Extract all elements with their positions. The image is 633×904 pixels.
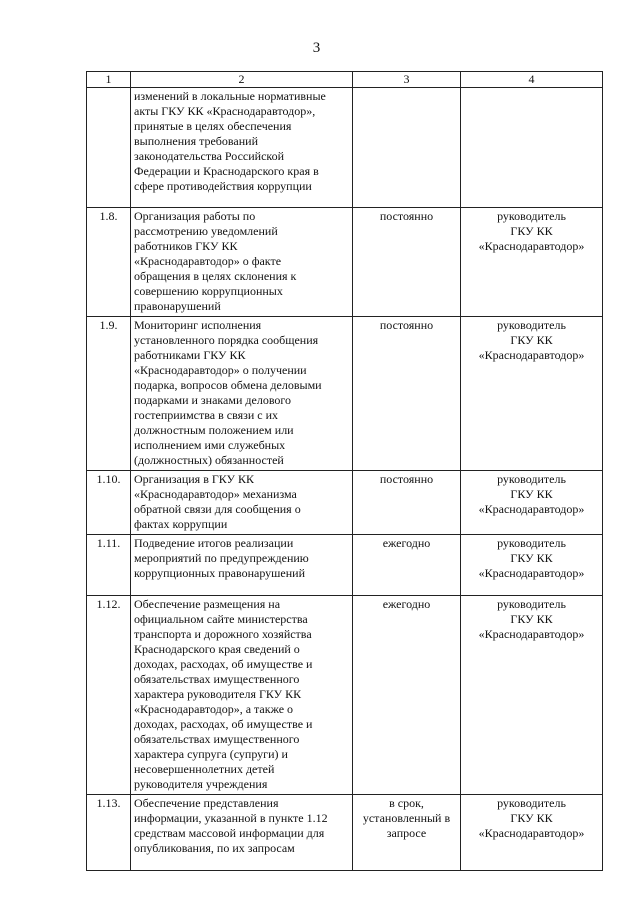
header-row (87, 72, 603, 88)
description-line: «Краснодаравтодор» о факте (134, 254, 282, 268)
description-line: Краснодарского края сведений о (134, 642, 300, 656)
table-row (87, 471, 603, 535)
measure-description (131, 535, 353, 596)
description-line: фактах коррупции (134, 517, 228, 531)
description-line: обязательствах имущественного (134, 732, 300, 746)
table-row (87, 535, 603, 596)
description-line: средствам массовой информации для (134, 826, 325, 840)
responsible-line: руководитель (497, 597, 566, 611)
description-line: коррупционных правонарушений (134, 566, 305, 580)
responsible-line: «Краснодаравтодор» (478, 239, 585, 253)
description-line: Организация работы по (134, 209, 256, 223)
column-header: 1 (87, 72, 131, 88)
responsible-line: руководитель (497, 318, 566, 332)
description-line: изменений в локальные нормативные (134, 89, 326, 103)
description-line: Обеспечение размещения на (134, 597, 281, 611)
table-row (87, 596, 603, 795)
deadline-cell (353, 317, 461, 471)
responsible-line: ГКУ КК (510, 811, 553, 825)
description-line: доходах, расходах, об имуществе и (134, 657, 313, 671)
responsible-line: ГКУ КК (510, 551, 553, 565)
item-number: 1.8. (87, 208, 131, 317)
item-number (87, 88, 131, 208)
description-line: обязательствах имущественного (134, 672, 300, 686)
item-number: 1.10. (87, 471, 131, 535)
measure-description (131, 596, 353, 795)
description-line: транспорта и дорожного хозяйства (134, 627, 312, 641)
description-line: характера супруга (супруги) и (134, 747, 288, 761)
deadline-cell (353, 471, 461, 535)
responsible-line: руководитель (497, 209, 566, 223)
page-number: 3 (312, 40, 321, 56)
responsible-line: ГКУ КК (510, 612, 553, 626)
table-row (87, 208, 603, 317)
deadline-cell (353, 88, 461, 208)
measure-description (131, 317, 353, 471)
table-row (87, 795, 603, 871)
description-line: выполнения требований (134, 134, 259, 148)
responsible-cell (461, 88, 603, 208)
responsible-line: «Краснодаравтодор» (478, 566, 585, 580)
item-number: 1.12. (87, 596, 131, 795)
deadline-line: постоянно (379, 209, 434, 223)
description-line: обратной связи для сообщения о (134, 502, 301, 516)
description-line: «Краснодаравтодор» о получении (134, 363, 307, 377)
description-line: законодательства Российской (134, 149, 285, 163)
deadline-line: постоянно (379, 318, 434, 332)
responsible-cell (461, 795, 603, 871)
description-line: Федерации и Краснодарского края в (134, 164, 319, 178)
table-row (87, 317, 603, 471)
responsible-cell (461, 535, 603, 596)
description-line: совершению коррупционных (134, 284, 283, 298)
responsible-line: руководитель (497, 796, 566, 810)
description-line: работниками ГКУ КК (134, 348, 246, 362)
description-line: подарками и знаками делового (134, 393, 292, 407)
responsible-cell (461, 596, 603, 795)
deadline-cell (353, 535, 461, 596)
responsible-cell (461, 471, 603, 535)
description-line: характера руководителя ГКУ КК (134, 687, 302, 701)
measures-table (86, 71, 603, 871)
description-line: Подведение итогов реализации (134, 536, 294, 550)
responsible-cell (461, 208, 603, 317)
description-line: официальном сайте министерства (134, 612, 308, 626)
description-line: «Краснодаравтодор» механизма (134, 487, 297, 501)
description-line: опубликования, по их запросам (134, 841, 295, 855)
responsible-line: руководитель (497, 536, 566, 550)
description-line: несовершеннолетних детей (134, 762, 275, 776)
measure-description (131, 795, 353, 871)
deadline-line: ежегодно (382, 536, 431, 550)
description-line: (должностных) обязанностей (134, 453, 284, 467)
deadline-line: установленный в (362, 811, 451, 825)
responsible-line: «Краснодаравтодор» (478, 348, 585, 362)
description-line: «Краснодаравтодор», а также о (134, 702, 294, 716)
description-line: обращения в целях склонения к (134, 269, 297, 283)
responsible-line: «Краснодаравтодор» (478, 826, 585, 840)
deadline-line: в срок, (389, 796, 424, 810)
description-line: должностным положением или (134, 423, 294, 437)
description-line: Обеспечение представления (134, 796, 279, 810)
responsible-line: руководитель (497, 472, 566, 486)
description-line: сфере противодействия коррупции (134, 179, 312, 193)
description-line: Организация в ГКУ КК (134, 472, 255, 486)
table-body (87, 88, 603, 871)
measure-description (131, 471, 353, 535)
description-line: акты ГКУ КК «Краснодаравтодор», (134, 104, 316, 118)
deadline-cell (353, 208, 461, 317)
description-line: правонарушений (134, 299, 221, 313)
column-header: 4 (461, 72, 603, 88)
description-line: подарка, вопросов обмена деловыми (134, 378, 322, 392)
description-line: принятые в целях обеспечения (134, 119, 292, 133)
responsible-line: ГКУ КК (510, 333, 553, 347)
measure-description (131, 88, 353, 208)
description-line: установленного порядка сообщения (134, 333, 319, 347)
deadline-line: запросе (386, 826, 427, 840)
description-line: информации, указанной в пункте 1.12 (134, 811, 328, 825)
deadline-cell (353, 795, 461, 871)
responsible-line: «Краснодаравтодор» (478, 502, 585, 516)
column-header: 2 (131, 72, 353, 88)
table-row (87, 88, 603, 208)
description-line: рассмотрению уведомлений (134, 224, 278, 238)
deadline-line: постоянно (379, 472, 434, 486)
measure-description (131, 208, 353, 317)
column-header: 3 (353, 72, 461, 88)
responsible-line: ГКУ КК (510, 224, 553, 238)
description-line: работников ГКУ КК (134, 239, 238, 253)
item-number: 1.9. (87, 317, 131, 471)
description-line: Мониторинг исполнения (134, 318, 262, 332)
responsible-cell (461, 317, 603, 471)
responsible-line: ГКУ КК (510, 487, 553, 501)
description-line: доходах, расходах, об имуществе и (134, 717, 313, 731)
description-line: гостеприимства в связи с их (134, 408, 279, 422)
deadline-line: ежегодно (382, 597, 431, 611)
item-number: 1.13. (87, 795, 131, 871)
description-line: руководителя учреждения (134, 777, 268, 791)
description-line: исполнением ими служебных (134, 438, 286, 452)
deadline-cell (353, 596, 461, 795)
description-line: мероприятий по предупреждению (134, 551, 309, 565)
item-number: 1.11. (87, 535, 131, 596)
responsible-line: «Краснодаравтодор» (478, 627, 585, 641)
